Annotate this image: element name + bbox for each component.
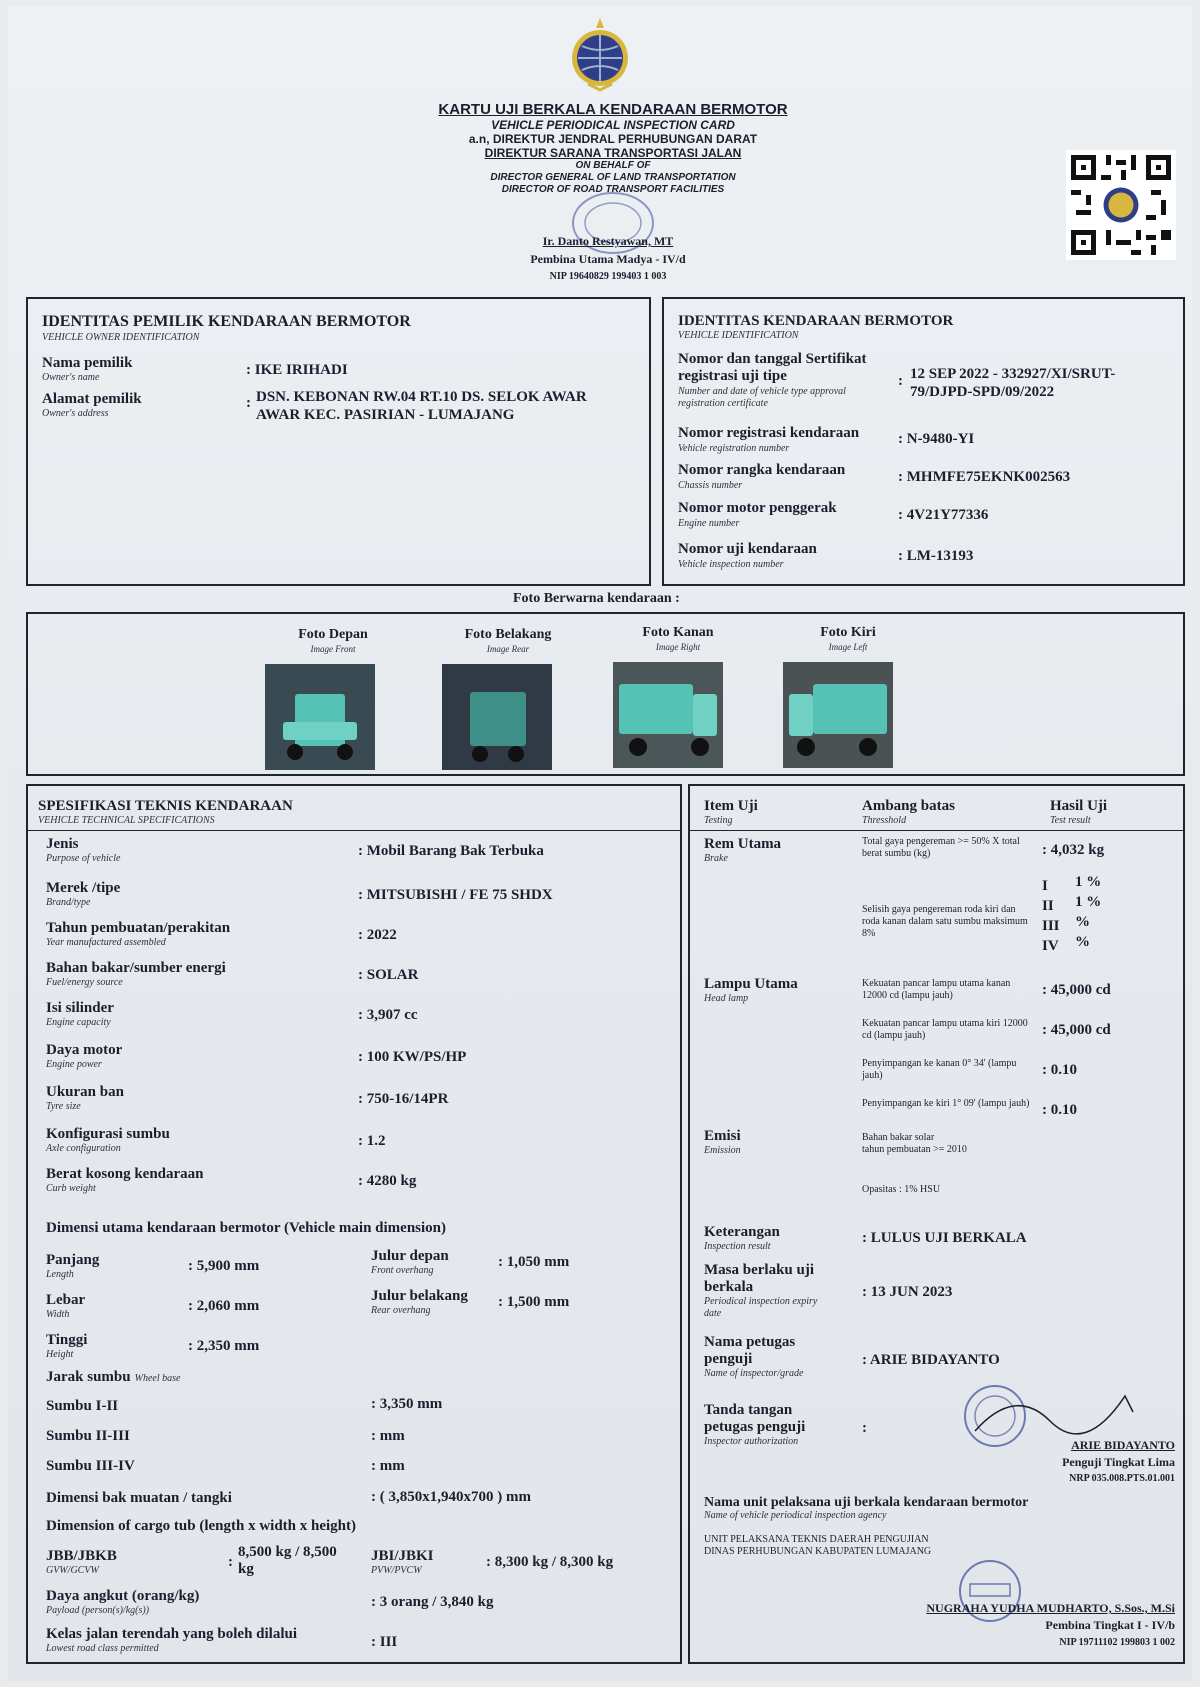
signature-label-2: petugas penguji xyxy=(704,1419,806,1435)
axle1-value: : 3,350 mm xyxy=(371,1396,443,1412)
cert-label-1: Nomor dan tanggal Sertifikat xyxy=(678,351,867,367)
owner-name-value: : IKE IRIHADI xyxy=(246,362,348,378)
signer-nip: NIP 19640829 199403 1 003 xyxy=(549,271,667,282)
cargo-value: : ( 3,850x1,940x700 ) mm xyxy=(371,1489,531,1505)
axle-number: IV xyxy=(1042,938,1059,954)
cargo-label: Dimensi bak muatan / tangki xyxy=(46,1490,232,1506)
length-sublabel: Length xyxy=(46,1269,74,1280)
road-class-sublabel: Lowest road class permitted xyxy=(46,1643,159,1654)
height-value: : 2,350 mm xyxy=(188,1338,260,1354)
jbb-value-line2: kg xyxy=(238,1561,254,1577)
owner-name-sublabel: Owner's name xyxy=(42,372,100,383)
agency-head-rank: Pembina Tingkat I - IV/b xyxy=(1045,1618,1175,1632)
chassis-value: : MHMFE75EKNK002563 xyxy=(898,469,1071,485)
lamp-right-threshold: Kekuatan pancar lampu utama kanan 12000 cd (lampu jauh) xyxy=(862,978,1011,1001)
photo-rear-sublabel: Image Rear xyxy=(486,644,530,654)
tests-section xyxy=(688,784,1185,1664)
authority-line: a.n, DIREKTUR JENDRAL PERHUBUNGAN DARAT xyxy=(468,132,758,146)
signature-colon: : xyxy=(862,1420,867,1436)
headlamp-label: Lampu Utama xyxy=(704,976,798,992)
front-overhang-label: Julur depan xyxy=(371,1248,449,1264)
spec-value: : 750-16/14PR xyxy=(358,1091,449,1107)
spec-value: : MITSUBISHI / FE 75 SHDX xyxy=(358,887,553,903)
agency-line-2: DINAS PERHUBUNGAN KABUPATEN LUMAJANG xyxy=(704,1546,932,1557)
spec-label: Daya motor xyxy=(46,1042,123,1058)
director-general-line: DIRECTOR GENERAL OF LAND TRANSPORTATION xyxy=(490,172,736,183)
inspection-number-value: : LM-13193 xyxy=(898,548,974,564)
expiry-sublabel-2: date xyxy=(704,1308,722,1319)
signature-sublabel: Inspector authorization xyxy=(704,1436,799,1447)
cert-label-2: registrasi uji tipe xyxy=(678,368,787,384)
deviation-right-value: : 0.10 xyxy=(1042,1062,1077,1078)
emission-threshold-1: Bahan bakar solar xyxy=(862,1132,935,1143)
spec-sublabel: Axle configuration xyxy=(46,1143,121,1154)
jbb-colon: : xyxy=(228,1554,233,1570)
spec-sublabel: Brand/type xyxy=(46,897,91,908)
owner-address-line2: AWAR KEC. PASIRIAN - LUMAJANG xyxy=(256,407,515,423)
specs-section-subtitle: VEHICLE TECHNICAL SPECIFICATIONS xyxy=(38,815,215,826)
owner-section xyxy=(26,297,651,586)
signer-rank: Pembina Utama Madya - IV/d xyxy=(530,252,686,266)
jbi-value: : 8,300 kg / 8,300 kg xyxy=(486,1554,614,1570)
qr-code[interactable] xyxy=(1066,150,1176,260)
agency-sublabel: Name of vehicle periodical inspection agency xyxy=(704,1510,887,1521)
spec-label: Isi silinder xyxy=(46,1000,114,1016)
photo-front-sublabel: Image Front xyxy=(310,644,356,654)
brake-threshold: Total gaya pengereman >= 50% X total berat sumbu (kg) xyxy=(862,836,1020,859)
owner-section-subtitle: VEHICLE OWNER IDENTIFICATION xyxy=(42,332,200,343)
col-item-sublabel: Testing xyxy=(704,815,733,826)
cert-value-line1: 12 SEP 2022 - 332927/XI/SRUT- xyxy=(910,366,1116,382)
cert-value-line2: 79/DJPD-SPD/09/2022 xyxy=(910,384,1055,400)
axle2-value: : mm xyxy=(371,1428,405,1444)
spec-sublabel: Fuel/energy source xyxy=(46,977,123,988)
emission-label: Emisi xyxy=(704,1128,741,1144)
photo-front-label: Foto Depan xyxy=(298,627,368,642)
photos-section xyxy=(26,612,1185,776)
photo-front[interactable] xyxy=(265,664,375,770)
spec-label: Bahan bakar/sumber energi xyxy=(46,960,226,976)
axle-brake-difference: % xyxy=(1075,914,1090,930)
axle-number: I xyxy=(1042,878,1048,894)
wheelbase-label: Jarak sumbu xyxy=(46,1369,131,1385)
photo-rear-label: Foto Belakang xyxy=(464,627,552,642)
deviation-left-value: : 0.10 xyxy=(1042,1102,1077,1118)
axle-number: III xyxy=(1042,918,1060,934)
owner-section-title: IDENTITAS PEMILIK KENDARAAN BERMOTOR xyxy=(42,313,411,330)
width-sublabel: Width xyxy=(46,1309,70,1320)
front-overhang-value: : 1,050 mm xyxy=(498,1254,570,1270)
inspector-value: : ARIE BIDAYANTO xyxy=(862,1352,1000,1368)
ministry-emblem-icon xyxy=(568,16,632,92)
expiry-label-1: Masa berlaku uji xyxy=(704,1262,815,1278)
axle-brake-difference: % xyxy=(1075,934,1090,950)
spec-sublabel: Tyre size xyxy=(46,1101,81,1112)
brake-value: : 4,032 kg xyxy=(1042,842,1105,858)
col-item-label: Item Uji xyxy=(704,798,758,814)
rear-overhang-label: Julur belakang xyxy=(371,1288,468,1304)
agency-label: Nama unit pelaksana uji berkala kendaraan bermotor xyxy=(704,1495,1029,1510)
agency-line-1: UNIT PELAKSANA TEKNIS DAERAH PENGUJIAN xyxy=(704,1534,929,1545)
owner-address-line1: DSN. KEBONAN RW.04 RT.10 DS. SELOK AWAR xyxy=(256,389,587,405)
spec-label: Berat kosong kendaraan xyxy=(46,1166,204,1182)
agency-head-nip: NIP 19711102 199803 1 002 xyxy=(1059,1637,1175,1648)
length-value: : 5,900 mm xyxy=(188,1258,260,1274)
lamp-left-threshold: Kekuatan pancar lampu utama kiri 12000 cd (lampu jauh) xyxy=(862,1018,1028,1041)
road-class-value: : III xyxy=(371,1634,398,1650)
jbb-value xyxy=(238,1544,337,1578)
cert-sublabel-1: Number and date of vehicle type approval xyxy=(678,386,846,397)
headlamp-sublabel: Head lamp xyxy=(704,993,749,1004)
spec-value: : 3,907 cc xyxy=(358,1007,418,1023)
card-title-en: VEHICLE PERIODICAL INSPECTION CARD xyxy=(491,118,735,132)
brake-sublabel: Brake xyxy=(704,853,728,864)
brake-label: Rem Utama xyxy=(704,836,782,852)
col-threshold-label: Ambang batas xyxy=(862,798,955,814)
expiry-label-2: berkala xyxy=(704,1279,754,1295)
jbb-label: JBB/JBKB xyxy=(46,1548,117,1564)
payload-label: Daya angkut (orang/kg) xyxy=(46,1588,200,1604)
axle1-label: Sumbu I-II xyxy=(46,1398,119,1414)
axle3-value: : mm xyxy=(371,1458,405,1474)
spec-sublabel: Year manufactured assembled xyxy=(46,937,166,948)
axle-number: II xyxy=(1042,898,1054,914)
expiry-sublabel-1: Periodical inspection expiry xyxy=(704,1296,818,1307)
spec-sublabel: Curb weight xyxy=(46,1183,96,1194)
engine-value: : 4V21Y77336 xyxy=(898,507,989,523)
specs-section xyxy=(26,784,682,1664)
inspector-sublabel: Name of inspector/grade xyxy=(704,1368,804,1379)
reg-value: : N-9480-YI xyxy=(898,431,975,447)
spec-sublabel: Purpose of vehicle xyxy=(46,853,121,864)
col-result-label: Hasil Uji xyxy=(1050,798,1108,814)
owner-address-label: Alamat pemilik xyxy=(42,391,142,407)
axle-brake-difference: 1 % xyxy=(1075,874,1102,890)
chassis-sublabel: Chassis number xyxy=(678,480,743,491)
rear-overhang-value: : 1,500 mm xyxy=(498,1294,570,1310)
height-label: Tinggi xyxy=(46,1332,88,1348)
on-behalf-line: ON BEHALF OF xyxy=(575,160,651,171)
signature-label-1: Tanda tangan xyxy=(704,1402,793,1418)
reg-label: Nomor registrasi kendaraan xyxy=(678,425,860,441)
width-value: : 2,060 mm xyxy=(188,1298,260,1314)
axle2-label: Sumbu II-III xyxy=(46,1428,130,1444)
spec-value: : 2022 xyxy=(358,927,397,943)
length-label: Panjang xyxy=(46,1252,100,1268)
spec-sublabel: Engine capacity xyxy=(46,1017,111,1028)
wheelbase-heading xyxy=(46,1368,180,1386)
photo-left-sublabel: Image Left xyxy=(828,642,868,652)
director-line: DIREKTUR SARANA TRANSPORTASI JALAN xyxy=(484,146,742,160)
axle3-label: Sumbu III-IV xyxy=(46,1458,135,1474)
dimension-heading: Dimensi utama kendaraan bermotor (Vehicle main dimension) xyxy=(46,1220,447,1236)
photo-right-label: Foto Kanan xyxy=(642,625,714,640)
width-label: Lebar xyxy=(46,1292,86,1308)
inspector-label-1: Nama petugas xyxy=(704,1334,796,1350)
spec-label: Merek /tipe xyxy=(46,880,121,896)
result-sublabel: Inspection result xyxy=(704,1241,771,1252)
spec-label: Ukuran ban xyxy=(46,1084,124,1100)
photo-right[interactable] xyxy=(613,662,723,768)
inspector-label-2: penguji xyxy=(704,1351,753,1367)
road-class-label: Kelas jalan terendah yang boleh dilalui xyxy=(46,1626,298,1642)
opacity-value: Opasitas : 1% HSU xyxy=(862,1184,941,1195)
owner-address-sublabel: Owner's address xyxy=(42,408,109,419)
rear-overhang-sublabel: Rear overhang xyxy=(371,1305,431,1316)
owner-address-value xyxy=(256,388,587,424)
spec-label: Tahun pembuatan/perakitan xyxy=(46,920,231,936)
spec-sublabel: Engine power xyxy=(46,1059,102,1070)
front-overhang-sublabel: Front overhang xyxy=(371,1265,434,1276)
col-threshold-sublabel: Thresshold xyxy=(862,815,907,826)
brake-diff-threshold: Selisih gaya pengereman roda kiri dan roda kanan dalam satu sumbu maksimum 8% xyxy=(862,904,1028,939)
inspection-number-label: Nomor uji kendaraan xyxy=(678,541,817,557)
inspector-signature-name: ARIE BIDAYANTO xyxy=(1071,1438,1175,1452)
deviation-left-threshold: Penyimpangan ke kiri 1° 09' (lampu jauh) xyxy=(862,1098,1030,1109)
inspector-nrp: NRP 035.008.PTS.01.001 xyxy=(1069,1473,1175,1484)
payload-value: : 3 orang / 3,840 kg xyxy=(371,1594,494,1610)
cert-colon: : xyxy=(898,373,903,389)
col-result-sublabel: Test result xyxy=(1050,815,1091,826)
spec-label: Jenis xyxy=(46,836,79,852)
vehicle-section-title: IDENTITAS KENDARAAN BERMOTOR xyxy=(678,313,954,329)
vehicle-section-subtitle: VEHICLE IDENTIFICATION xyxy=(678,330,799,341)
engine-label: Nomor motor penggerak xyxy=(678,500,837,516)
owner-name-label: Nama pemilik xyxy=(42,355,133,371)
cert-value xyxy=(910,365,1115,401)
photo-left-label: Foto Kiri xyxy=(820,625,876,640)
spec-value: : 1.2 xyxy=(358,1133,386,1149)
wheelbase-sublabel: Wheel base xyxy=(134,1373,181,1384)
emission-threshold-2: tahun pembuatan >= 2010 xyxy=(862,1144,967,1155)
photos-heading: Foto Berwarna kendaraan : xyxy=(513,591,680,606)
emission-sublabel: Emission xyxy=(704,1145,741,1156)
reg-sublabel: Vehicle registration number xyxy=(678,443,790,454)
photo-left[interactable] xyxy=(783,662,893,768)
deviation-right-threshold: Penyimpangan ke kanan 0° 34' (lampu jauh) xyxy=(862,1058,1017,1081)
inspection-card xyxy=(8,6,1192,1681)
spec-value: : SOLAR xyxy=(358,967,419,983)
agency-head-name: NUGRAHA YUDHA MUDHARTO, S.Sos., M.Si xyxy=(926,1601,1175,1615)
jbb-value-line1: 8,500 kg / 8,500 xyxy=(238,1544,337,1560)
vehicle-section xyxy=(662,297,1185,586)
jbi-sublabel: PVW/PVCW xyxy=(371,1565,422,1576)
jbb-sublabel: GVW/GCVW xyxy=(46,1565,99,1576)
payload-sublabel: Payload (person(s)/kg(s)) xyxy=(46,1605,150,1616)
result-value: : LULUS UJI BERKALA xyxy=(862,1230,1027,1246)
card-title: KARTU UJI BERKALA KENDARAAN BERMOTOR xyxy=(438,101,788,118)
inspector-grade: Penguji Tingkat Lima xyxy=(1062,1455,1175,1469)
spec-value: : 100 KW/PS/HP xyxy=(358,1049,467,1065)
lamp-left-value: : 45,000 cd xyxy=(1042,1022,1111,1038)
lamp-right-value: : 45,000 cd xyxy=(1042,982,1111,998)
spec-value: : Mobil Barang Bak Terbuka xyxy=(358,843,544,859)
engine-sublabel: Engine number xyxy=(678,518,740,529)
result-label: Keterangan xyxy=(704,1224,780,1240)
expiry-value: : 13 JUN 2023 xyxy=(862,1284,953,1300)
photo-right-sublabel: Image Right xyxy=(655,642,701,652)
owner-address-colon: : xyxy=(246,395,251,411)
photo-rear[interactable] xyxy=(442,664,552,770)
signer-name: Ir. Danto Restyawan, MT xyxy=(542,234,674,248)
director-road-line: DIRECTOR OF ROAD TRANSPORT FACILITIES xyxy=(501,184,725,195)
height-sublabel: Height xyxy=(46,1349,74,1360)
chassis-label: Nomor rangka kendaraan xyxy=(678,462,846,478)
axle-brake-difference: 1 % xyxy=(1075,894,1102,910)
specs-section-title: SPESIFIKASI TEKNIS KENDARAAN xyxy=(38,798,293,814)
cargo-label-en: Dimension of cargo tub (length x width x height) xyxy=(46,1518,357,1534)
jbi-label: JBI/JBKI xyxy=(371,1548,434,1564)
spec-value: : 4280 kg xyxy=(358,1173,417,1189)
spec-label: Konfigurasi sumbu xyxy=(46,1126,170,1142)
cert-sublabel-2: registration certificate xyxy=(678,398,768,409)
inspection-number-sublabel: Vehicle inspection number xyxy=(678,559,784,570)
